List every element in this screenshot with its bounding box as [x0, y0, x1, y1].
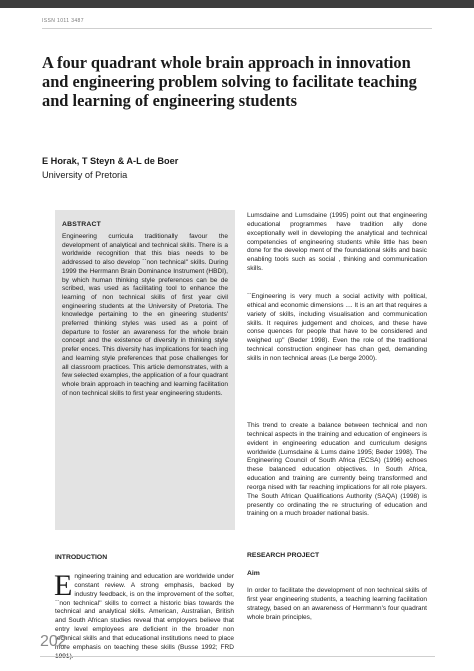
research-project-heading: RESEARCH PROJECT	[247, 552, 320, 559]
right-paragraph-1: Lumsdaine and Lumsdaine (1995) point out that engineering educational programmes have tradition ally done exceptionally well in developing the analytical and technical competencies of engineering students while little has been done for the develop ment of the foundational skills and basic enabling tools such as social , thinking and communication skills.	[247, 212, 427, 273]
right-paragraph-4: In order to facilitate the development of non technical skills of first year engineering students, a teaching learning facilitation strategy, based on an awareness of Herrmann's four quadrant whole brain principles,	[247, 587, 427, 621]
footer-rule	[40, 656, 435, 657]
right-paragraph-2: ``Engineering is very much a social activity with political, ethical and economic dimensions .... It is an art that requires a variety of skills, including visualisation and communication skills. It requires judgement and choices, and these have conse quences for people that have to be considered and weighed up'' (Beder 1998). Even the role of the traditional technical construction engineer has chan ged, demanding skills in non technical areas (Le berge 2000).	[247, 293, 427, 362]
right-paragraph-3: This trend to create a balance between technical and non technical aspects in the training and education of engineers is evident in engineering education and curriculum designs worldwide (Lumsdaine & Lums daine 1995; Beder 1998). The Engineering Council of South Africa (ECSA) (1996) echoes these balanced education objectives. In South Africa, education and training are currently being transformed and reorga nised with far reaching implications for all role players. The South African Qualifications Authority (SAQA) (1998) is presently co ordinating the re structuring of education and training on a much broader national basis.	[247, 422, 427, 518]
abstract-text: Engineering curricula traditionally favour the development of analytical and technical skills. There is a worldwide recognition that this bias needs to be addressed to also develop ``non technical'' skills. During 1999 the Herrmann Brain Dominance Instrument (HBDI), by which human thinking style preferences can be de scribed, was used as facilitating tool to enhance the learning of non technical skills of first year civil engineering students at the University of Pretoria. The knowledge pertaining to the en gineering students' preferred thinking styles was used as a point of departure to foster an awareness for the whole brain concept and the existence of diversity in thinking style prefer ences. This diversity has implications for teach ing and learning style preferences that pose challenges for all classroom practices. This article demonstrates, with a few selected examples, the application of a four quadrant whole brain approach in teaching and learning facilitation of non technical skills to first year engineering students.	[62, 233, 228, 397]
introduction-body: ngineering training and education are worldwide under constant review. A strong emphasis, backed by industry feedback, is on the improvement of the softer, ``non technical'' skills to correct a historic bias towards the technical and analytical skills. American, Australian, British and South African studies reveal that employers believe that entry level employees are deficient in the broader non technical skills and that educational institutions need to place more emphasis on teaching these skills (Busse 1992; FRD	[55, 573, 234, 651]
introduction-text	[54, 569, 234, 661]
issn-label: ISSN 1011 3487	[42, 18, 84, 24]
article-title: A four quadrant whole brain approach in innovation and engineering problem solving to facilitate teaching and learning of engineering students	[42, 53, 417, 111]
header-bar	[0, 0, 474, 8]
author-list: E Horak, T Steyn & A-L de Boer	[42, 156, 179, 166]
aim-heading: Aim	[247, 570, 260, 577]
abstract-heading: ABSTRACT	[62, 221, 101, 228]
affiliation: University of Pretoria	[42, 170, 128, 180]
abstract-box	[55, 210, 235, 530]
header-rule	[42, 28, 432, 29]
introduction-heading: INTRODUCTION	[55, 554, 108, 561]
page-number: 202	[40, 633, 67, 650]
drop-cap: E	[54, 569, 73, 602]
